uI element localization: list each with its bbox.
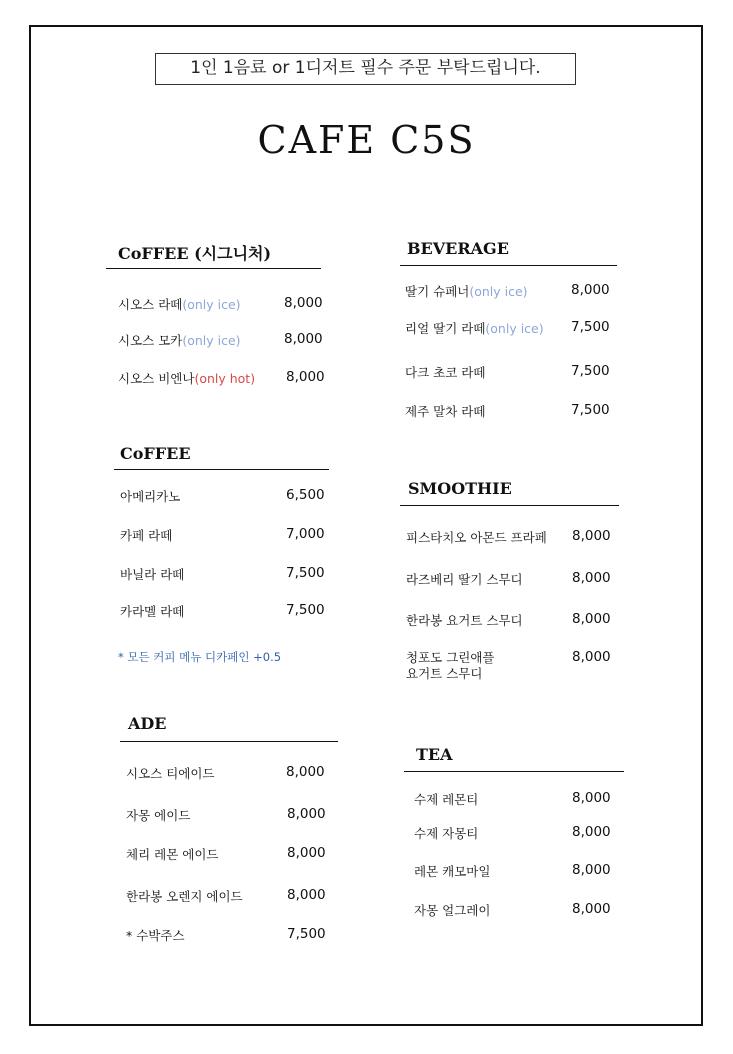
item-price: 8,000 — [571, 282, 610, 298]
menu-item: 레몬 캐모마일 — [414, 864, 491, 879]
item-price: 8,000 — [287, 806, 326, 822]
decaf-note: * 모든 커피 메뉴 디카페인 +0.5 — [118, 650, 282, 664]
menu-item — [118, 295, 241, 313]
menu-item: 카페 라떼 — [120, 528, 173, 543]
menu-item: 수제 레몬티 — [414, 792, 479, 807]
item-price: 8,000 — [572, 790, 611, 806]
item-name: 시오스 모카 — [118, 333, 183, 348]
item-tag: (only hot) — [194, 371, 256, 386]
menu-item: 청포도 그린애플 — [406, 650, 495, 665]
divider — [400, 505, 619, 506]
section-title-ade: ADE — [128, 714, 167, 733]
item-name: 딸기 슈페너 — [405, 284, 470, 299]
item-price: 8,000 — [287, 887, 326, 903]
item-name: 리얼 딸기 라떼 — [405, 321, 486, 336]
divider — [120, 741, 338, 742]
item-price: 7,500 — [286, 602, 325, 618]
section-title-tea: TEA — [416, 745, 453, 764]
menu-item: 제주 말차 라떼 — [405, 404, 486, 419]
item-price: 8,000 — [572, 862, 611, 878]
item-price: 8,000 — [286, 764, 325, 780]
cafe-title: CAFE C5S — [257, 118, 476, 162]
menu-item: 카라멜 라떼 — [120, 604, 185, 619]
menu-item: 체리 레몬 에이드 — [126, 847, 219, 862]
divider — [400, 265, 617, 266]
menu-item — [118, 331, 241, 349]
item-price: 8,000 — [572, 824, 611, 840]
section-title-smoothie: SMOOTHIE — [408, 479, 512, 498]
item-tag: (only ice) — [485, 321, 544, 336]
item-price: 8,000 — [286, 369, 325, 385]
menu-item: 아메리카노 — [120, 489, 181, 504]
item-price: 7,000 — [286, 526, 325, 542]
menu-item — [405, 319, 544, 337]
section-title-beverage: BEVERAGE — [407, 239, 509, 258]
order-notice: 1인 1음료 or 1디저트 필수 주문 부탁드립니다. — [155, 53, 576, 85]
section-title-signature: CoFFEE (시그니처) — [118, 244, 272, 263]
menu-item: 수제 자몽티 — [414, 826, 479, 841]
menu-item: 다크 초코 라떼 — [405, 365, 486, 380]
item-price: 8,000 — [572, 611, 611, 627]
menu-item — [118, 369, 255, 387]
item-price: 8,000 — [572, 649, 611, 665]
item-price: 7,500 — [286, 565, 325, 581]
divider — [404, 771, 624, 772]
item-price: 8,000 — [284, 331, 323, 347]
menu-item: 라즈베리 딸기 스무디 — [406, 572, 523, 587]
menu-item-line2: 요거트 스무디 — [406, 666, 483, 681]
menu-item — [405, 282, 528, 300]
item-price: 8,000 — [572, 570, 611, 586]
item-price: 8,000 — [284, 295, 323, 311]
item-tag: (only ice) — [469, 284, 528, 299]
item-tag: (only ice) — [182, 333, 241, 348]
item-tag: (only ice) — [182, 297, 241, 312]
section-title-coffee: CoFFEE — [120, 444, 191, 463]
menu-item: 시오스 티에이드 — [126, 766, 215, 781]
item-price: 8,000 — [572, 528, 611, 544]
menu-item: 바닐라 라떼 — [120, 567, 185, 582]
menu-item: 자몽 얼그레이 — [414, 903, 491, 918]
item-name: 시오스 비엔나 — [118, 371, 195, 386]
divider — [106, 268, 321, 269]
item-price: 8,000 — [287, 845, 326, 861]
item-price: 8,000 — [572, 901, 611, 917]
menu-item: * 수박주스 — [126, 928, 185, 943]
item-price: 7,500 — [571, 363, 610, 379]
divider — [114, 469, 329, 470]
item-price: 7,500 — [287, 926, 326, 942]
item-name: 시오스 라떼 — [118, 297, 183, 312]
menu-item: 한라봉 오렌지 에이드 — [126, 889, 243, 904]
item-price: 7,500 — [571, 319, 610, 335]
item-price: 7,500 — [571, 402, 610, 418]
menu-item: 피스타치오 아몬드 프라페 — [406, 530, 547, 545]
menu-item: 자몽 에이드 — [126, 808, 191, 823]
item-price: 6,500 — [286, 487, 325, 503]
menu-item: 한라봉 요거트 스무디 — [406, 613, 523, 628]
